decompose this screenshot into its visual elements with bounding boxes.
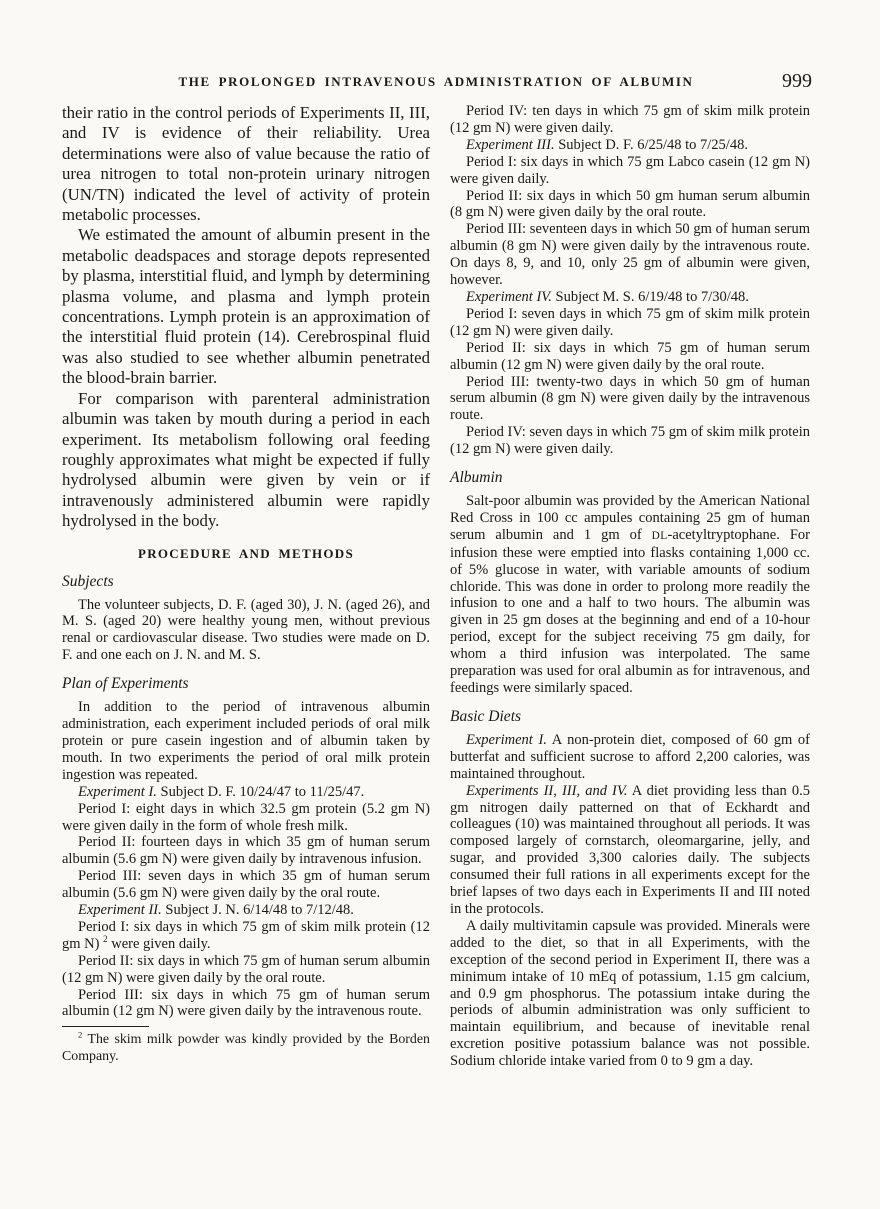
paragraph (450, 493, 810, 697)
left-column-blocks (62, 103, 430, 1020)
text-segment: DL (651, 529, 668, 542)
right-column-blocks (450, 103, 810, 1070)
text-segment: The volunteer subjects, D. F. (aged 30), J. N. (aged 26), and M. S. (aged 20) were healthy young men, without previous renal or cardiovascular disease. Two studies were made on D. F. and one each on J. N. and M. S. (62, 596, 430, 664)
text-segment: Period I: seven days in which 75 gm of skim milk protein (12 gm N) were given daily. (450, 305, 810, 339)
paragraph (450, 103, 810, 137)
paragraph (450, 306, 810, 340)
text-segment: Subject M. S. 6/19/48 to 7/30/48. (551, 288, 749, 305)
section-heading (62, 546, 430, 562)
text-segment: A daily multivitamin capsule was provided. Minerals were added to the diet, so that in all Experiments, with the exception of the second period in Experiment II, there was a minimum intake of 10 mEq of potassium, 1.15 gm calcium, and 0.9 gm phosphorus. The potassium intake during the periods of albumin administration was only sufficient to maintain equilibrium, and because of inevitable renal excretion positive potassium balance was not possible. Sodium chloride intake varied from 0 to 9 gm a day. (450, 917, 810, 1070)
text-segment: Period I: six days in which 75 gm of skim milk protein (12 gm N) (62, 918, 430, 952)
paragraph (62, 953, 430, 987)
footnote (62, 1026, 430, 1065)
text-segment: For comparison with parenteral administration albumin was taken by mouth during a period in each experiment. Its metabolism following oral feeding roughly approximates what might be expected if fully hydrolysed albumin were given by vein or if intravenously administered albumin were rapidly hydrolysed in the body. (62, 388, 430, 531)
text-segment: Period IV: seven days in which 75 gm of skim milk protein (12 gm N) were given daily. (450, 424, 810, 458)
paragraph (62, 784, 430, 801)
paragraph (450, 137, 810, 154)
subsection-heading (450, 469, 810, 487)
text-segment: Salt-poor albumin was provided by the American National Red Cross in 100 cc ampules containing 25 gm of human serum albumin and 1 gm of (450, 493, 810, 543)
paragraph (450, 221, 810, 289)
text-segment: Subjects (62, 572, 114, 590)
text-segment: Experiment II. (78, 902, 162, 919)
paragraph (62, 834, 430, 868)
text-segment: PROCEDURE AND METHODS (137, 545, 355, 561)
paragraph (62, 919, 430, 953)
footnote-text (62, 1029, 430, 1065)
paragraph (62, 103, 430, 225)
text-columns (62, 103, 810, 1070)
paragraph (62, 597, 430, 665)
text-segment: The skim milk powder was kindly provided by the Borden Company. (62, 1032, 430, 1064)
text-segment: Period III: seventeen days in which 50 gm of human serum albumin (8 gm N) were given daily by the intravenous route. On days 8, 9, and 10, only 25 gm of albumin were given, however. (450, 221, 810, 289)
paragraph (450, 374, 810, 425)
text-segment: Period II: fourteen days in which 35 gm of human serum albumin (5.6 gm N) were given daily by intravenous infusion. (62, 834, 430, 868)
paragraph (450, 154, 810, 188)
footnote-marker: 2 (103, 934, 108, 945)
page-number: 999 (782, 70, 812, 92)
text-segment: Subject J. N. 6/14/48 to 7/12/48. (161, 902, 354, 919)
text-segment: Subject D. F. 6/25/48 to 7/25/48. (554, 136, 748, 153)
text-segment: Albumin (450, 469, 503, 487)
running-head-title: THE PROLONGED INTRAVENOUS ADMINISTRATION OF ALBUMIN (178, 74, 694, 89)
right-column (450, 103, 810, 1070)
text-segment: Period IV: ten days in which 75 gm of skim milk protein (12 gm N) were given daily. (450, 103, 810, 136)
paragraph (450, 424, 810, 458)
text-segment: A non-protein diet, composed of 60 gm of butterfat and sufficient sucrose to afford 2,200 calories, was maintained throughout. (450, 731, 810, 782)
subsection-heading (450, 708, 810, 726)
text-segment: In addition to the period of intravenous albumin administration, each experiment included periods of oral milk protein or pure casein ingestion and of albumin taken by mouth. In two experiments the period of oral milk protein ingestion was repeated. (62, 699, 430, 783)
text-segment: Basic Diets (450, 707, 522, 725)
text-segment: Period I: eight days in which 32.5 gm protein (5.2 gm N) were given daily in the form of whole fresh milk. (62, 800, 430, 834)
text-segment: Period II: six days in which 50 gm human serum albumin (8 gm N) were given daily by the oral route. (450, 187, 810, 221)
text-segment: Experiment I. (78, 783, 157, 800)
text-segment: Period III: twenty-two days in which 50 gm of human serum albumin (8 gm N) were given daily by the intravenous route. (450, 373, 810, 424)
text-segment: their ratio in the control periods of Experiments II, III, and IV is evidence of their reliability. Urea determinations were also of value because the ratio of urea nitrogen to total non-protein urinary nitrogen (UN/TN) indicated the level of activity of protein metabolic processes. (62, 103, 430, 225)
text-segment: Experiment IV. (466, 288, 552, 305)
text-segment: Period III: six days in which 75 gm of human serum albumin (12 gm N) were given daily by the intravenous route. (62, 986, 430, 1020)
paragraph (450, 918, 810, 1070)
footnote-rule (62, 1026, 149, 1027)
paragraph (450, 732, 810, 783)
text-segment: Experiments II, III, and IV. (466, 782, 628, 799)
paragraph (62, 225, 430, 388)
text-segment: Plan of Experiments (62, 675, 189, 693)
subsection-heading (62, 573, 430, 591)
text-segment: Experiment I. (466, 731, 547, 748)
text-segment: Period II: six days in which 75 gm of human serum albumin (12 gm N) were given daily by the oral route. (62, 952, 430, 986)
text-segment: Experiment III. (466, 136, 555, 153)
text-segment: We estimated the amount of albumin present in the metabolic deadspaces and storage depots represented by plasma, interstitial fluid, and lymph by determining plasma volume, and plasma and lymph protein concentrations. Lymph protein is an approximation of the interstitial fluid protein (14). Cerebrospinal fluid was also studied to see whether albumin penetrated the blood-brain barrier. (62, 225, 430, 388)
text-segment: Subject D. F. 10/24/47 to 11/25/47. (156, 783, 365, 800)
text-segment: -acetyltryptophane. For infusion these were emptied into flasks containing 1,000 cc. of 5% glucose in water, with variable amounts of sodium chloride. This was done in order to prolong more readily the infusion to one and a half to two hours. The albumin was given in 25 gm doses at the beginning and end of a 10-hour period, except for the subject receiving 75 gm daily, for whom a third infusion was interpolated. The same preparation was used for oral albumin as for intravenous, and feedings were similarly spaced. (450, 526, 810, 696)
paragraph (450, 783, 810, 918)
paragraph (450, 289, 810, 306)
paragraph (62, 987, 430, 1021)
text-segment: A diet providing less than 0.5 gm nitrogen daily patterned on that of Eckhardt and colleagues (10) was maintained throughout all periods. It was composed largely of cornstarch, oleomargarine, jelly, and sugar, and provided 3,300 calories daily. The subjects consumed their full rations in all experiments except for the brief lapses of two days each in Experiments II and III noted in the protocols. (450, 782, 810, 917)
text-segment: Period II: six days in which 75 gm of human serum albumin (12 gm N) were given daily by the oral route. (450, 339, 810, 373)
subsection-heading (62, 675, 430, 693)
paragraph (450, 340, 810, 374)
paragraph (62, 389, 430, 532)
footnote-marker: 2 (78, 1029, 83, 1040)
paragraph (62, 868, 430, 902)
paragraph (62, 699, 430, 784)
footnote-blocks (62, 1029, 430, 1065)
text-segment: Period I: six days in which 75 gm Labco casein (12 gm N) were given daily. (450, 153, 810, 187)
text-segment: were given daily. (107, 935, 211, 952)
text-segment: Period III: seven days in which 35 gm of human serum albumin (5.6 gm N) were given daily by the oral route. (62, 868, 430, 902)
paragraph (450, 188, 810, 222)
paragraph (62, 902, 430, 919)
left-column (62, 103, 430, 1066)
paragraph (62, 801, 430, 835)
